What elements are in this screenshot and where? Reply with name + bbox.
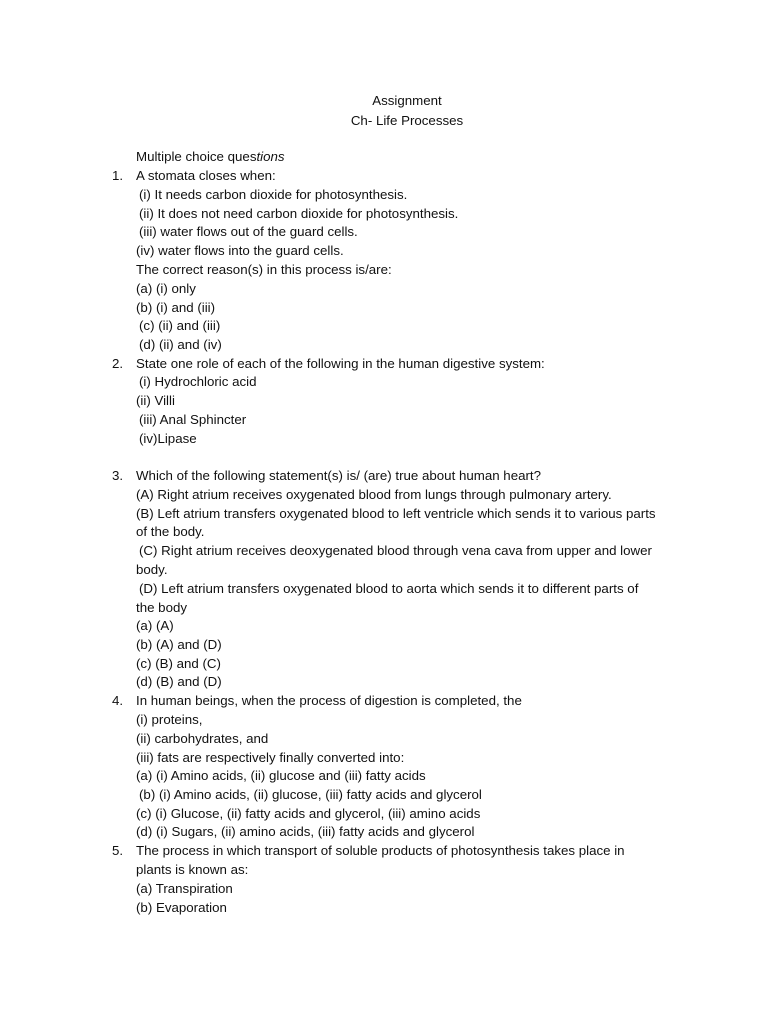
question-line: of the body.: [136, 524, 205, 539]
question-text: In human beings, when the process of digestion is completed, the: [136, 693, 522, 708]
question-line: body.: [136, 562, 168, 577]
question-number: 3.: [112, 468, 124, 483]
answer-option: (b) (A) and (D): [136, 637, 222, 652]
question-text: State one role of each of the following in the human digestive system:: [136, 356, 545, 371]
chapter-subtitle: Ch- Life Processes: [350, 113, 464, 128]
question-line: (i) proteins,: [136, 712, 203, 727]
answer-option: (b) (i) and (iii): [136, 300, 216, 315]
question-text: The process in which transport of soluble products of photosynthesis takes place in: [136, 843, 625, 858]
question-line: (i) It needs carbon dioxide for photosynthesis.: [139, 187, 408, 202]
answer-option: (b) (i) Amino acids, (ii) glucose, (iii) fatty acids and glycerol: [139, 787, 482, 802]
question-line: (iv) water flows into the guard cells.: [136, 243, 344, 258]
answer-option: (b) Evaporation: [136, 900, 227, 915]
question-line: plants is known as:: [136, 862, 249, 877]
question-line: The correct reason(s) in this process is/are:: [136, 262, 392, 277]
answer-option: (c) (ii) and (iii): [139, 318, 221, 333]
section-heading: [136, 148, 285, 167]
section-heading-text: Multiple choice ques: [136, 149, 257, 164]
answer-option: (d) (B) and (D): [136, 674, 222, 689]
question-line: (i) Hydrochloric acid: [139, 374, 257, 389]
question-line: (B) Left atrium transfers oxygenated blood to left ventricle which sends it to various parts: [136, 506, 656, 521]
question-line: (A) Right atrium receives oxygenated blood from lungs through pulmonary artery.: [136, 487, 612, 502]
question-number: 4.: [112, 693, 124, 708]
answer-option: (d) (ii) and (iv): [139, 337, 222, 352]
question-line: (C) Right atrium receives deoxygenated blood through vena cava from upper and lower: [139, 543, 652, 558]
question-number: 2.: [112, 356, 124, 371]
question-line: (iv)Lipase: [139, 431, 197, 446]
answer-option: (a) (i) Amino acids, (ii) glucose and (iii) fatty acids: [136, 768, 426, 783]
section-heading-italic: tions: [256, 149, 285, 164]
answer-option: (a) (A): [136, 618, 174, 633]
question-line: (ii) carbohydrates, and: [136, 731, 269, 746]
question-line: (iii) Anal Sphincter: [139, 412, 247, 427]
question-line: (ii) Villi: [136, 393, 175, 408]
question-line: (iii) water flows out of the guard cells.: [139, 224, 358, 239]
answer-option: (c) (i) Glucose, (ii) fatty acids and glycerol, (iii) amino acids: [136, 806, 481, 821]
answer-option: (d) (i) Sugars, (ii) amino acids, (iii) fatty acids and glycerol: [136, 824, 475, 839]
question-text: A stomata closes when:: [136, 168, 276, 183]
answer-option: (a) Transpiration: [136, 881, 233, 896]
question-number: 5.: [112, 843, 124, 858]
question-line: the body: [136, 600, 188, 615]
question-number: 1.: [112, 168, 124, 183]
question-line: (ii) It does not need carbon dioxide for photosynthesis.: [139, 206, 459, 221]
document-title: Assignment: [372, 93, 442, 108]
answer-option: (a) (i) only: [136, 281, 196, 296]
question-line: (iii) fats are respectively finally converted into:: [136, 750, 405, 765]
answer-option: (c) (B) and (C): [136, 656, 221, 671]
question-text: Which of the following statement(s) is/ (are) true about human heart?: [136, 468, 542, 483]
question-line: (D) Left atrium transfers oxygenated blood to aorta which sends it to different parts of: [139, 581, 639, 596]
